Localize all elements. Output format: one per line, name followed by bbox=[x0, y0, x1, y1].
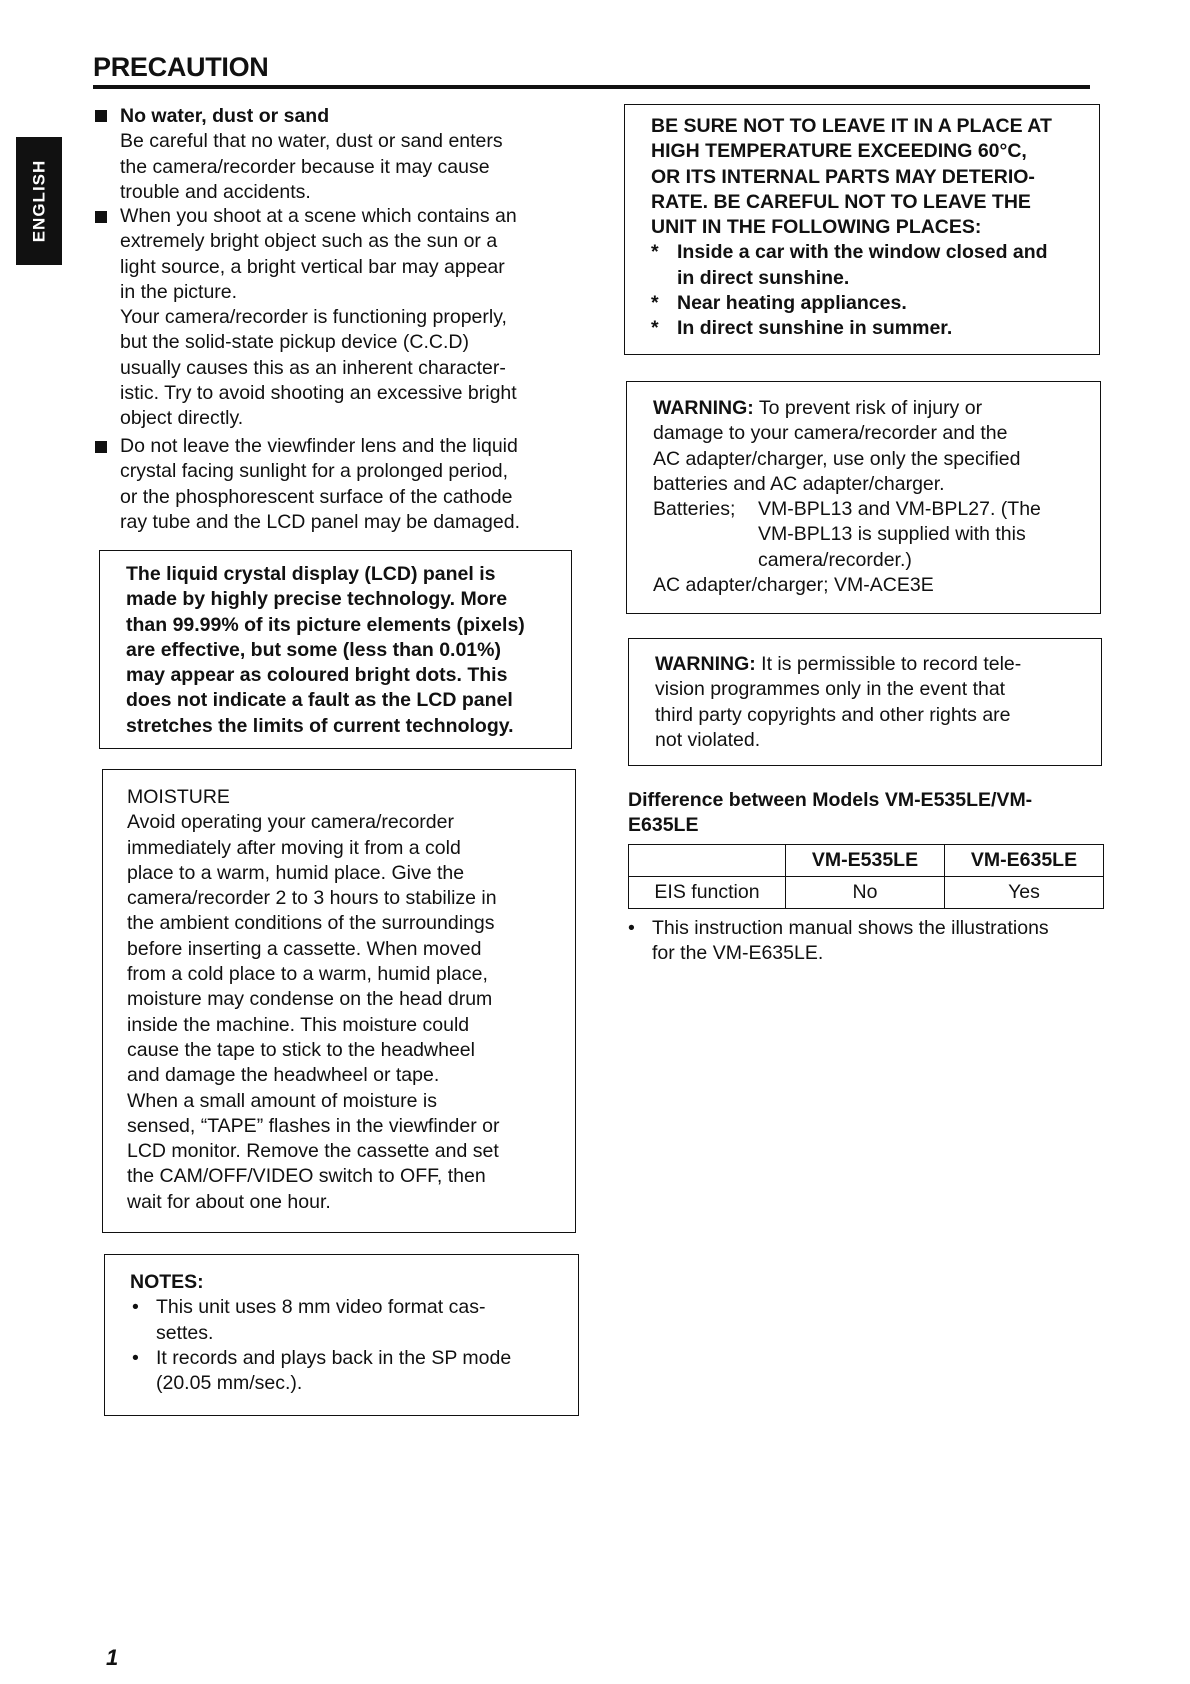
table-header-cell bbox=[629, 845, 786, 877]
text-line: LCD monitor. Remove the cassette and set bbox=[127, 1140, 499, 1163]
text-line: vision programmes only in the event that bbox=[655, 678, 1006, 701]
lcd-notice-box bbox=[99, 550, 572, 749]
table-cell: No bbox=[786, 877, 945, 909]
notes-heading: NOTES: bbox=[130, 1271, 204, 1293]
asterisk-icon: * bbox=[651, 292, 659, 315]
text-line: The liquid crystal display (LCD) panel is bbox=[126, 563, 496, 585]
text-line: the camera/recorder because it may cause bbox=[120, 155, 490, 178]
page-number: 1 bbox=[106, 1645, 119, 1670]
text-line: OR ITS INTERNAL PARTS MAY DETERIO- bbox=[651, 165, 1035, 188]
text-line: before inserting a cassette. When moved bbox=[127, 937, 482, 960]
text-line: cause the tape to stick to the headwheel bbox=[127, 1038, 475, 1061]
bullet-bright-object bbox=[120, 204, 572, 432]
text-line: camera/recorder 2 to 3 hours to stabilize in bbox=[127, 887, 497, 910]
text-line: the ambient conditions of the surroundings bbox=[127, 912, 495, 935]
warning-label: WARNING: bbox=[655, 653, 756, 675]
square-bullet-icon bbox=[95, 441, 107, 453]
text-line: camera/recorder.) bbox=[758, 548, 912, 571]
table-row bbox=[629, 877, 1104, 909]
text-line: crystal facing sunlight for a prolonged period, bbox=[120, 460, 509, 483]
text-line: VM-BPL13 is supplied with this bbox=[758, 523, 1026, 546]
warning-copyright-box bbox=[628, 638, 1102, 766]
text-line: VM-BPL13 and VM-BPL27. (The bbox=[758, 498, 1041, 521]
text-line: object directly. bbox=[120, 407, 244, 430]
text-line bbox=[655, 652, 1083, 677]
text-line: batteries and AC adapter/charger. bbox=[653, 472, 945, 495]
bullet-viewfinder-sunlight bbox=[120, 434, 572, 535]
text-line: AC adapter/charger; VM-ACE3E bbox=[653, 574, 934, 597]
text-line: RATE. BE CAREFUL NOT TO LEAVE THE bbox=[651, 190, 1031, 213]
text-line: Avoid operating your camera/recorder bbox=[127, 811, 454, 834]
text-line: Your camera/recorder is functioning properly, bbox=[120, 306, 507, 329]
text-line: Inside a car with the window closed and bbox=[677, 241, 1048, 264]
warning-text: To prevent risk of injury or bbox=[753, 397, 983, 419]
text-line: It records and plays back in the SP mode bbox=[156, 1346, 512, 1369]
note-item bbox=[130, 1295, 555, 1346]
text-line: ray tube and the LCD panel may be damaged. bbox=[120, 510, 521, 533]
text-line: trouble and accidents. bbox=[120, 180, 311, 203]
table-header-cell: VM-E635LE bbox=[945, 845, 1104, 877]
warning-batteries-box bbox=[626, 381, 1101, 614]
bullet-dot-icon: • bbox=[628, 917, 635, 939]
text-line: in the picture. bbox=[120, 280, 238, 303]
text-line: usually causes this as an inherent character- bbox=[120, 356, 506, 379]
warning-label: WARNING: bbox=[653, 397, 754, 419]
text-line: BE SURE NOT TO LEAVE IT IN A PLACE AT bbox=[651, 115, 1052, 137]
page-title: PRECAUTION bbox=[93, 52, 269, 82]
place-item bbox=[651, 316, 1081, 341]
place-item bbox=[651, 240, 1081, 291]
text-line: place to a warm, humid place. Give the bbox=[127, 861, 465, 884]
notes-box bbox=[104, 1254, 579, 1416]
text-line: sensed, “TAPE” flashes in the viewfinder or bbox=[127, 1114, 500, 1137]
bullet-dot-icon: • bbox=[132, 1296, 139, 1319]
text-line: and damage the headwheel or tape. bbox=[127, 1064, 440, 1087]
text-line: This unit uses 8 mm video format cas- bbox=[156, 1296, 486, 1319]
moisture-box bbox=[102, 769, 576, 1233]
text-line: than 99.99% of its picture elements (pixels) bbox=[126, 613, 525, 636]
table-cell: EIS function bbox=[629, 877, 786, 909]
text-line: extremely bright object such as the sun or a bbox=[120, 230, 498, 253]
text-line: Difference between Models VM-E535LE/VM- bbox=[628, 789, 1033, 811]
table-header-cell: VM-E535LE bbox=[786, 845, 945, 877]
text-line: wait for about one hour. bbox=[127, 1190, 331, 1213]
text-line: in direct sunshine. bbox=[677, 266, 850, 289]
asterisk-icon: * bbox=[651, 317, 659, 340]
language-tab-label: ENGLISH bbox=[29, 159, 48, 243]
text-line: from a cold place to a warm, humid place, bbox=[127, 963, 488, 986]
square-bullet-icon bbox=[95, 110, 107, 122]
difference-heading bbox=[628, 788, 1102, 839]
text-line: (20.05 mm/sec.). bbox=[156, 1372, 303, 1395]
text-line: may appear as coloured bright dots. This bbox=[126, 664, 508, 687]
text-line: stretches the limits of current technology. bbox=[126, 714, 514, 737]
models-difference-table bbox=[628, 844, 1104, 909]
language-tab bbox=[16, 137, 62, 265]
text-line: Be careful that no water, dust or sand enters bbox=[120, 130, 503, 153]
place-item bbox=[651, 291, 1081, 316]
text-line: AC adapter/charger, use only the specified bbox=[653, 447, 1021, 470]
text-line: inside the machine. This moisture could bbox=[127, 1013, 470, 1036]
asterisk-icon: * bbox=[651, 241, 659, 264]
warning-text: It is permissible to record tele- bbox=[755, 653, 1022, 675]
text-line: HIGH TEMPERATURE EXCEEDING 60°C, bbox=[651, 140, 1027, 163]
text-line: E635LE bbox=[628, 814, 699, 837]
text-line: but the solid-state pickup device (C.C.D) bbox=[120, 331, 469, 354]
text-line: third party copyrights and other rights are bbox=[655, 703, 1011, 726]
text-line: made by highly precise technology. More bbox=[126, 588, 508, 611]
table-cell: Yes bbox=[945, 877, 1104, 909]
square-bullet-icon bbox=[95, 211, 107, 223]
text-line: When a small amount of moisture is bbox=[127, 1089, 437, 1112]
bullet-heading: No water, dust or sand bbox=[120, 105, 330, 127]
moisture-heading: MOISTURE bbox=[127, 786, 230, 808]
text-line: or the phosphorescent surface of the cathode bbox=[120, 485, 513, 508]
batteries-row bbox=[653, 497, 1081, 573]
bullet-dot-icon: • bbox=[132, 1346, 139, 1369]
text-line: UNIT IN THE FOLLOWING PLACES: bbox=[651, 216, 982, 239]
text-line bbox=[653, 396, 1081, 421]
text-line: In direct sunshine in summer. bbox=[677, 317, 953, 340]
text-line: does not indicate a fault as the LCD panel bbox=[126, 689, 513, 712]
text-line: When you shoot at a scene which contains an bbox=[120, 205, 517, 227]
text-line: This instruction manual shows the illustrations bbox=[652, 917, 1049, 939]
text-line: the CAM/OFF/VIDEO switch to OFF, then bbox=[127, 1165, 486, 1188]
bullet-water-dust-sand bbox=[120, 104, 572, 205]
text-line: damage to your camera/recorder and the bbox=[653, 422, 1008, 445]
title-rule bbox=[93, 85, 1090, 89]
text-line: Do not leave the viewfinder lens and the liquid bbox=[120, 435, 518, 457]
text-line: not violated. bbox=[655, 728, 761, 751]
text-line: istic. Try to avoid shooting an excessive bright bbox=[120, 382, 517, 405]
text-line: settes. bbox=[156, 1321, 214, 1344]
text-line: Near heating appliances. bbox=[677, 292, 907, 315]
illustration-note bbox=[626, 916, 1122, 967]
text-line: are effective, but some (less than 0.01%) bbox=[126, 638, 501, 661]
batteries-label: Batteries; bbox=[653, 498, 736, 521]
temperature-warning-box bbox=[624, 104, 1100, 355]
text-line: light source, a bright vertical bar may appear bbox=[120, 255, 505, 278]
text-line: moisture may condense on the head drum bbox=[127, 988, 493, 1011]
table-header-row bbox=[629, 845, 1104, 877]
note-item bbox=[130, 1346, 555, 1397]
text-line: immediately after moving it from a cold bbox=[127, 836, 461, 859]
text-line: for the VM-E635LE. bbox=[652, 942, 824, 965]
